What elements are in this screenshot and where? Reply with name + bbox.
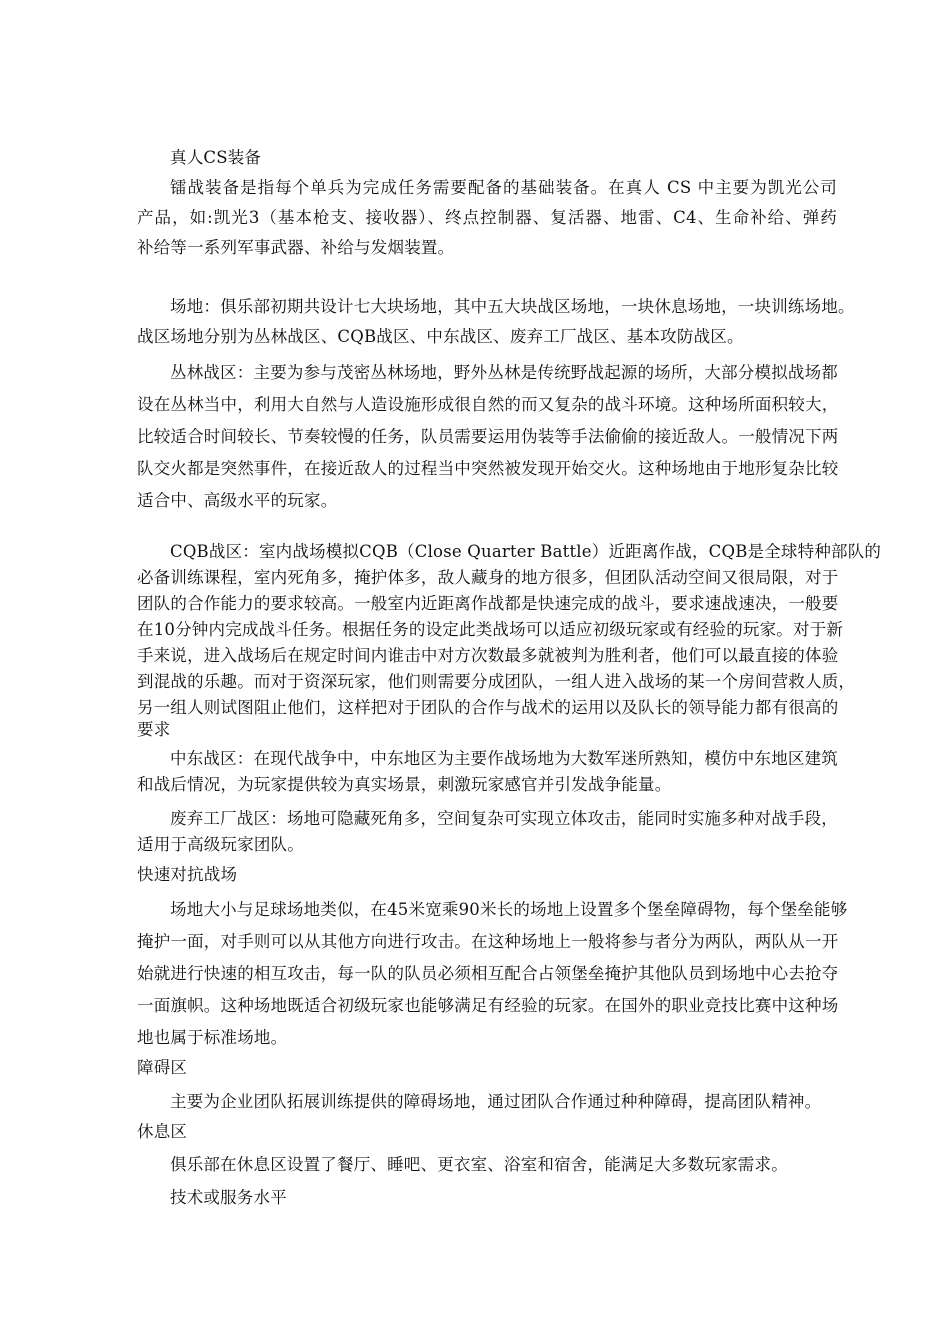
paragraph-line: 场地大小与足球场地类似，在45米宽乘90米长的场地上设置多个堡垒障碍物，每个堡垒能够 [170, 900, 848, 919]
paragraph-line: 一面旗帜。这种场地既适合初级玩家也能够满足有经验的玩家。在国外的职业竞技比赛中这种场 [137, 996, 839, 1015]
paragraph-line: 地也属于标准场地。 [137, 1028, 288, 1047]
paragraph-line: 必备训练课程，室内死角多，掩护体多，敌人藏身的地方很多，但团队活动空间又很局限，对于 [137, 568, 839, 587]
paragraph-line: 到混战的乐趣。而对于资深玩家，他们则需要分成团队，一组人进入战场的某一个房间营救人质， [137, 672, 856, 691]
paragraph-line: 补给等一系列军事武器、补给与发烟装置。 [137, 238, 455, 257]
section-heading-equipment: 真人CS装备 [170, 148, 262, 167]
paragraph-line: 另一组人则试图阻止他们，这样把对于团队的合作与战术的运用以及队长的领导能力都有很高的 [137, 698, 839, 717]
paragraph-line: 中东战区：在现代战争中，中东地区为主要作战场地为大数军迷所熟知，模仿中东地区建筑 [170, 749, 838, 768]
paragraph-line: 手来说，进入战场后在规定时间内谁击中对方次数最多就被判为胜利者，他们可以最直接的体验 [137, 646, 839, 665]
paragraph-line: 废弃工厂战区：场地可隐藏死角多，空间复杂可实现立体攻击，能同时实施多种对战手段， [170, 809, 838, 828]
paragraph-line: 主要为企业团队拓展训练提供的障碍场地，通过团队合作通过种种障碍，提高团队精神。 [170, 1092, 822, 1111]
paragraph-line: CQB战区：室内战场模拟CQB（Close Quarter Battle）近距离作战，CQB是全球特种部队的 [170, 542, 882, 561]
paragraph-line: 团队的合作能力的要求较高。一般室内近距离作战都是快速完成的战斗，要求速战速决，一般要 [137, 594, 839, 613]
section-heading-tech-service: 技术或服务水平 [170, 1188, 287, 1207]
paragraph-line: 场地：俱乐部初期共设计七大块场地，其中五大块战区场地，一块休息场地，一块训练场地。 [170, 297, 855, 316]
paragraph-line: 战区场地分别为丛林战区、CQB战区、中东战区、废弃工厂战区、基本攻防战区。 [137, 327, 744, 346]
paragraph-line: 队交火都是突然事件，在接近敌人的过程当中突然被发现开始交火。这种场地由于地形复杂比较 [137, 459, 839, 478]
section-heading-obstacle: 障碍区 [137, 1058, 188, 1077]
paragraph-line: 始就进行快速的相互攻击，每一队的队员必须相互配合占领堡垒掩护其他队员到场地中心去抢夺 [137, 964, 839, 983]
paragraph-line: 比较适合时间较长、节奏较慢的任务，队员需要运用伪装等手法偷偷的接近敌人。一般情况下两 [137, 427, 839, 446]
paragraph-line: 掩护一面，对手则可以从其他方向进行攻击。在这种场地上一般将参与者分为两队，两队从一开 [137, 932, 839, 951]
section-heading-rest: 休息区 [137, 1122, 188, 1141]
paragraph-line: 俱乐部在休息区设置了餐厅、睡吧、更衣室、浴室和宿舍，能满足大多数玩家需求。 [170, 1155, 788, 1174]
paragraph-line: 镭战装备是指每个单兵为完成任务需要配备的基础装备。在真人 CS 中主要为凯光公司 [170, 178, 837, 197]
paragraph-line: 适合中、高级水平的玩家。 [137, 491, 338, 510]
paragraph-line: 适用于高级玩家团队。 [137, 835, 304, 854]
paragraph-line: 产品，如:凯光3（基本枪支、接收器）、终点控制器、复活器、地雷、C4、生命补给、弹药 [137, 208, 837, 227]
paragraph-line: 和战后情况，为玩家提供较为真实场景，刺激玩家感官并引发战争能量。 [137, 775, 672, 794]
paragraph-line: 在10分钟内完成战斗任务。根据任务的设定此类战场可以适应初级玩家或有经验的玩家。对于新 [137, 620, 844, 639]
paragraph-line: 要求 [137, 720, 171, 739]
section-heading-fast-combat: 快速对抗战场 [137, 865, 238, 884]
paragraph-line: 设在丛林当中，利用大自然与人造设施形成很自然的而又复杂的战斗环境。这种场所面积较大， [137, 395, 839, 414]
paragraph-line: 丛林战区：主要为参与茂密丛林场地，野外丛林是传统野战起源的场所，大部分模拟战场都 [170, 363, 838, 382]
